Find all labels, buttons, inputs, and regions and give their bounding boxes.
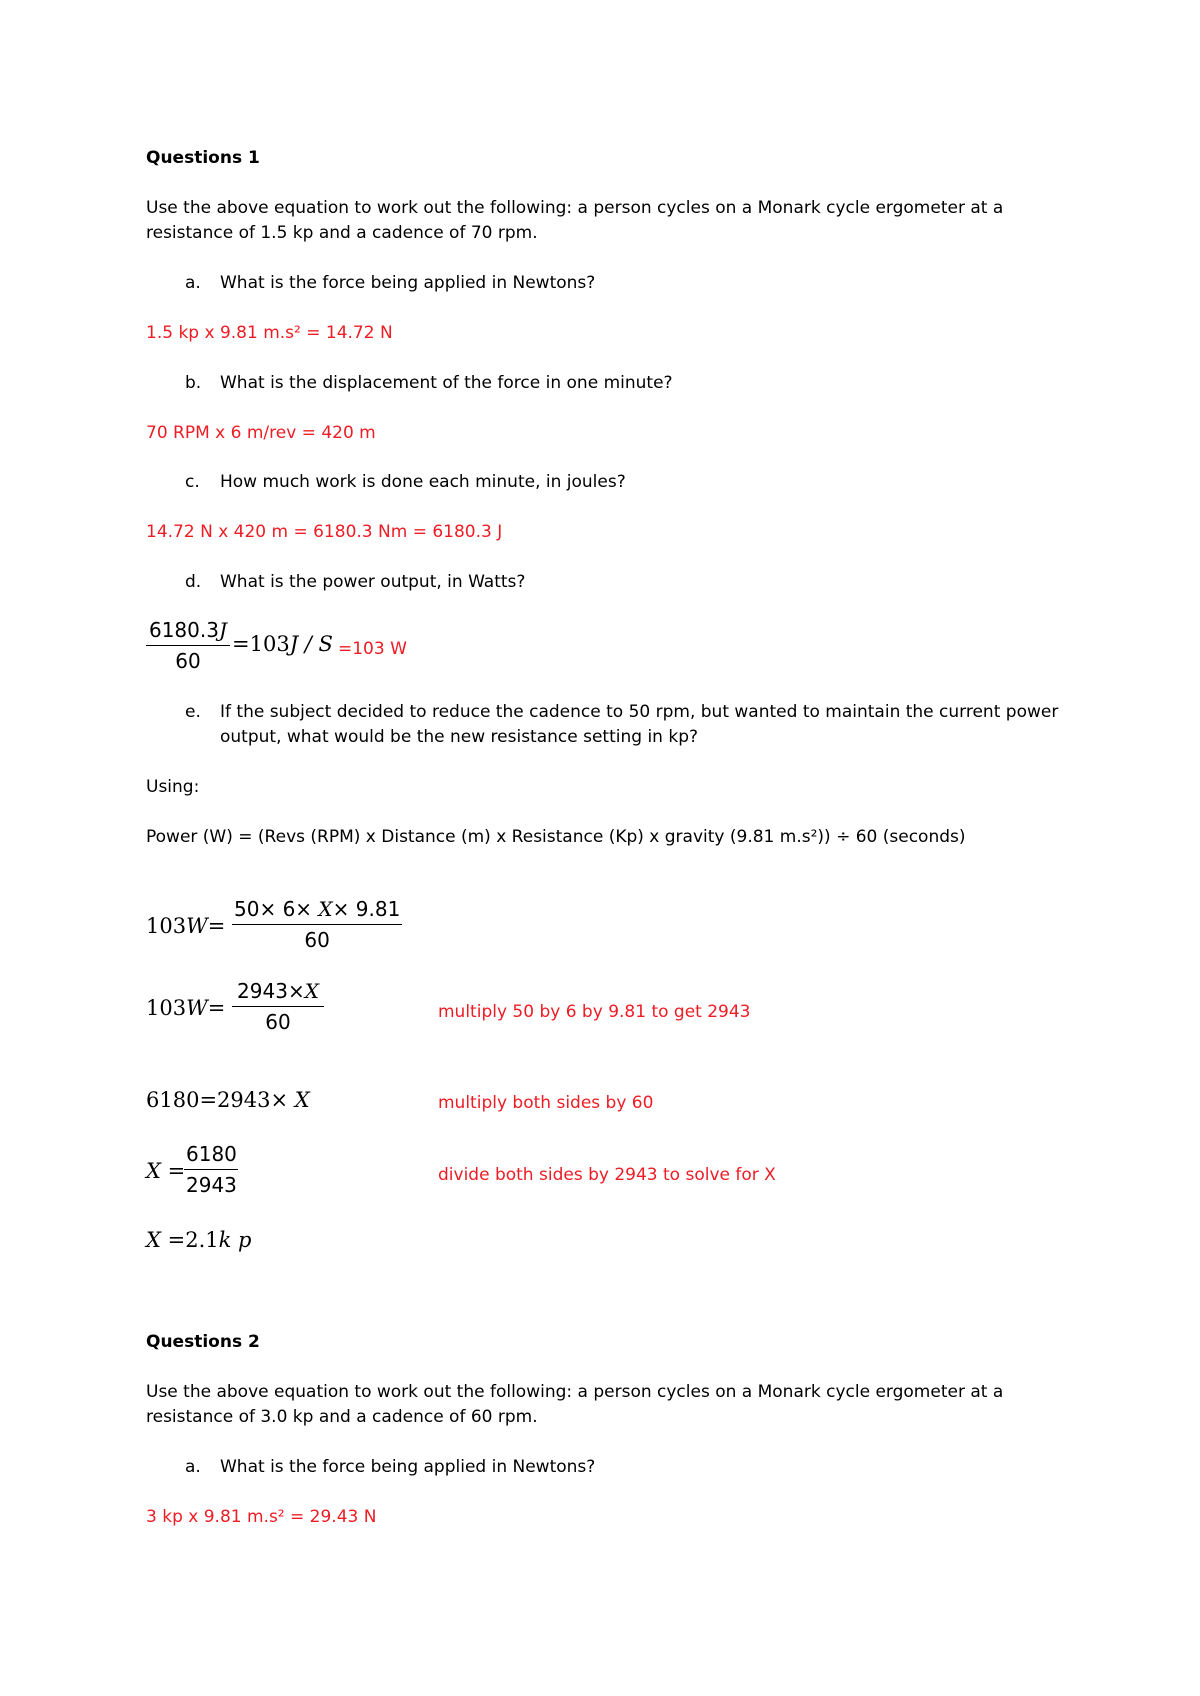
eq2-lhs bbox=[146, 996, 225, 1020]
q2-a-question: What is the force being applied in Newtons? bbox=[220, 1457, 596, 1477]
eq5 bbox=[146, 1228, 251, 1252]
eq2-den: 60 bbox=[232, 1006, 324, 1035]
eq3-var: X bbox=[294, 1088, 310, 1112]
eq5-value: =2.1 bbox=[167, 1228, 219, 1252]
q1-d-result-red: =103 W bbox=[338, 639, 407, 659]
q1-using: Using: bbox=[146, 777, 200, 797]
eq1-num-b: × 9.81 bbox=[332, 897, 401, 921]
eq2-lhs-number: 103 bbox=[146, 996, 187, 1020]
eq2-note: multiply 50 by 6 by 9.81 to get 2943 bbox=[438, 1002, 751, 1022]
q1-power-formula: Power (W) = (Revs (RPM) x Distance (m) x Resistance (Kp) x gravity (9.81 m.s²)) ÷ 60 (seconds) bbox=[146, 827, 966, 847]
eq1-lhs bbox=[146, 914, 225, 938]
eq1-lhs-number: 103 bbox=[146, 914, 187, 938]
q1-b-question: What is the displacement of the force in one minute? bbox=[220, 373, 673, 393]
q1-a-letter: a. bbox=[185, 273, 201, 293]
q1-d-frac-num: 6180.3 bbox=[148, 618, 219, 642]
eq2-num-var: X bbox=[304, 979, 319, 1003]
q1-d-result-value: =103 bbox=[232, 632, 290, 656]
eq2-equals: = bbox=[207, 996, 226, 1020]
q1-c-letter: c. bbox=[185, 472, 200, 492]
eq1-equals: = bbox=[207, 914, 226, 938]
q1-e-letter: e. bbox=[185, 702, 201, 722]
eq4-equals: = bbox=[167, 1159, 186, 1183]
eq4-lhs bbox=[146, 1159, 185, 1183]
eq2-lhs-var: W bbox=[186, 996, 208, 1020]
q1-a-answer: 1.5 kp x 9.81 m.s² = 14.72 N bbox=[146, 323, 393, 343]
q2-intro-line1: Use the above equation to work out the following: a person cycles on a Monark cycle ergometer at a bbox=[146, 1382, 1004, 1402]
eq3-note: multiply both sides by 60 bbox=[438, 1093, 654, 1113]
eq2-fraction bbox=[232, 978, 324, 1035]
q1-intro-line2: resistance of 1.5 kp and a cadence of 70 rpm. bbox=[146, 223, 538, 243]
q1-d-result-unit: J / S bbox=[289, 632, 333, 656]
q1-d-frac-den: 60 bbox=[146, 645, 230, 674]
q1-c-question: How much work is done each minute, in joules? bbox=[220, 472, 626, 492]
q1-d-letter: d. bbox=[185, 572, 202, 592]
q2-heading: Questions 2 bbox=[146, 1332, 260, 1352]
eq5-unit: k p bbox=[218, 1228, 252, 1252]
q2-intro-line2: resistance of 3.0 kp and a cadence of 60 rpm. bbox=[146, 1407, 538, 1427]
q1-heading: Questions 1 bbox=[146, 148, 260, 168]
q1-d-fraction bbox=[146, 617, 230, 674]
q1-c-answer: 14.72 N x 420 m = 6180.3 Nm = 6180.3 J bbox=[146, 522, 503, 542]
eq5-var: X bbox=[146, 1228, 161, 1252]
q1-d-frac-num-var: J bbox=[218, 618, 227, 642]
q2-a-answer: 3 kp x 9.81 m.s² = 29.43 N bbox=[146, 1507, 377, 1527]
q1-b-answer: 70 RPM x 6 m/rev = 420 m bbox=[146, 423, 376, 443]
q1-b-letter: b. bbox=[185, 373, 202, 393]
q1-d-result bbox=[232, 632, 333, 656]
eq1-den: 60 bbox=[232, 924, 402, 953]
eq4-var: X bbox=[146, 1159, 161, 1183]
eq4-den: 2943 bbox=[184, 1169, 238, 1198]
eq4-num: 6180 bbox=[186, 1142, 237, 1166]
eq1-lhs-var: W bbox=[186, 914, 208, 938]
eq1-num-var: X bbox=[318, 897, 333, 921]
eq2-num-a: 2943× bbox=[237, 979, 305, 1003]
q2-a-letter: a. bbox=[185, 1457, 201, 1477]
q1-a-question: What is the force being applied in Newtons? bbox=[220, 273, 596, 293]
q1-intro-line1: Use the above equation to work out the following: a person cycles on a Monark cycle ergometer at a bbox=[146, 198, 1004, 218]
eq4-note: divide both sides by 2943 to solve for X bbox=[438, 1165, 776, 1185]
eq4-fraction bbox=[184, 1141, 239, 1198]
eq3 bbox=[146, 1088, 310, 1112]
q1-d-question: What is the power output, in Watts? bbox=[220, 572, 526, 592]
eq1-num-a: 50× 6× bbox=[234, 897, 313, 921]
eq3-text: 6180=2943× bbox=[146, 1088, 289, 1112]
q1-e-question-line2: output, what would be the new resistance setting in kp? bbox=[220, 727, 699, 747]
eq1-fraction bbox=[232, 896, 402, 953]
q1-e-question-line1: If the subject decided to reduce the cadence to 50 rpm, but wanted to maintain the current power bbox=[220, 702, 1059, 722]
